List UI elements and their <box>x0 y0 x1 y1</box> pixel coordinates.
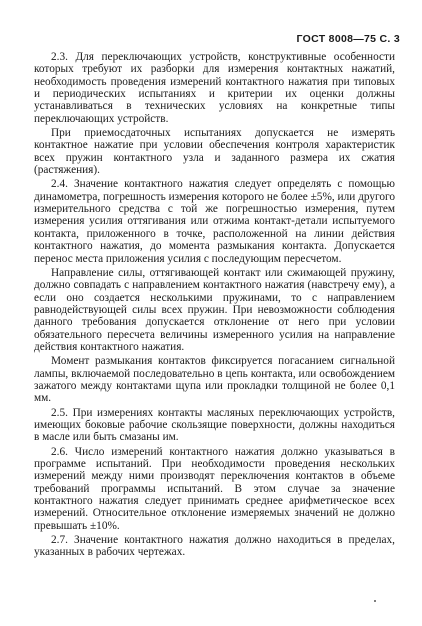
paragraph-force-direction: Направление силы, оттягивающей контакт или сжимающей пружину, должно совпадать с направлением контактного нажатия (навстречу ему), а если оно создается несколькими пружинами, то с направлением равнодействующей силы всех пружин. При невозможности соблюдения данного требования допускается отклонение от него при условии обязательного пересчета величины измеренного усилия на направление действия контактного нажатия. <box>34 266 395 353</box>
paragraph-2-6: 2.6. Число измерений контактного нажатия должно указываться в программе испытаний. При необходимости проведения нескольких измерений между ними производят переключения контактов в объеме требований программы испытаний. В этом случае за значение контактного нажатия следует принимать среднее арифметическое всех измерений. Относительное отклонение измеряемых значений не должно превышать ±10%. <box>34 445 395 532</box>
paragraph-break-moment: Момент размыкания контактов фиксируется погасанием сигнальной лампы, включаемой последовательно в цепь контакта, или освобождением зажатого между контактами щупа или прокладки толщиной не более 0,1 мм. <box>34 355 395 405</box>
body-text <box>34 51 395 561</box>
paragraph-2-7: 2.7. Значение контактного нажатия должно находиться в пределах, указанных в рабочих чертежах. <box>34 534 395 559</box>
scan-speck <box>374 600 376 602</box>
paragraph-acceptance-tests: При приемосдаточных испытаниях допускается не измерять контактное нажатие при условии обеспечения контроля характеристик всех пружин контактного узла и заданного размера их сжатия (растяжения). <box>34 127 395 177</box>
page-header: ГОСТ 8008—75 С. 3 <box>296 33 400 45</box>
paragraph-2-3: 2.3. Для переключающих устройств, конструктивные особенности которых требуют их разборки для измерения контактных нажатий, необходимость проведения измерений контактного нажатия при типовых и периодических испытаниях и критерии их оценки должны устанавливаться в технических условиях на конкретные типы переключающих устройств. <box>34 51 395 125</box>
paragraph-2-5: 2.5. При измерениях контакты масляных переключающих устройств, имеющих боковые рабочие скользящие поверхности, должны находиться в масле или быть смазаны им. <box>34 406 395 444</box>
paragraph-2-4: 2.4. Значение контактного нажатия следует определять с помощью динамометра, погрешность измерения которого не более ±5%, или другого измерительного средства с той же погрешностью измерения, путем измерения усилия оттягивания или отжима контакт-детали испытуемого контакта, приложенного в точке, расположенной на линии действия контактного нажатия, до момента размыкания контакта. Допускается перенос места приложения усилия с последующим пересчетом. <box>34 178 395 265</box>
